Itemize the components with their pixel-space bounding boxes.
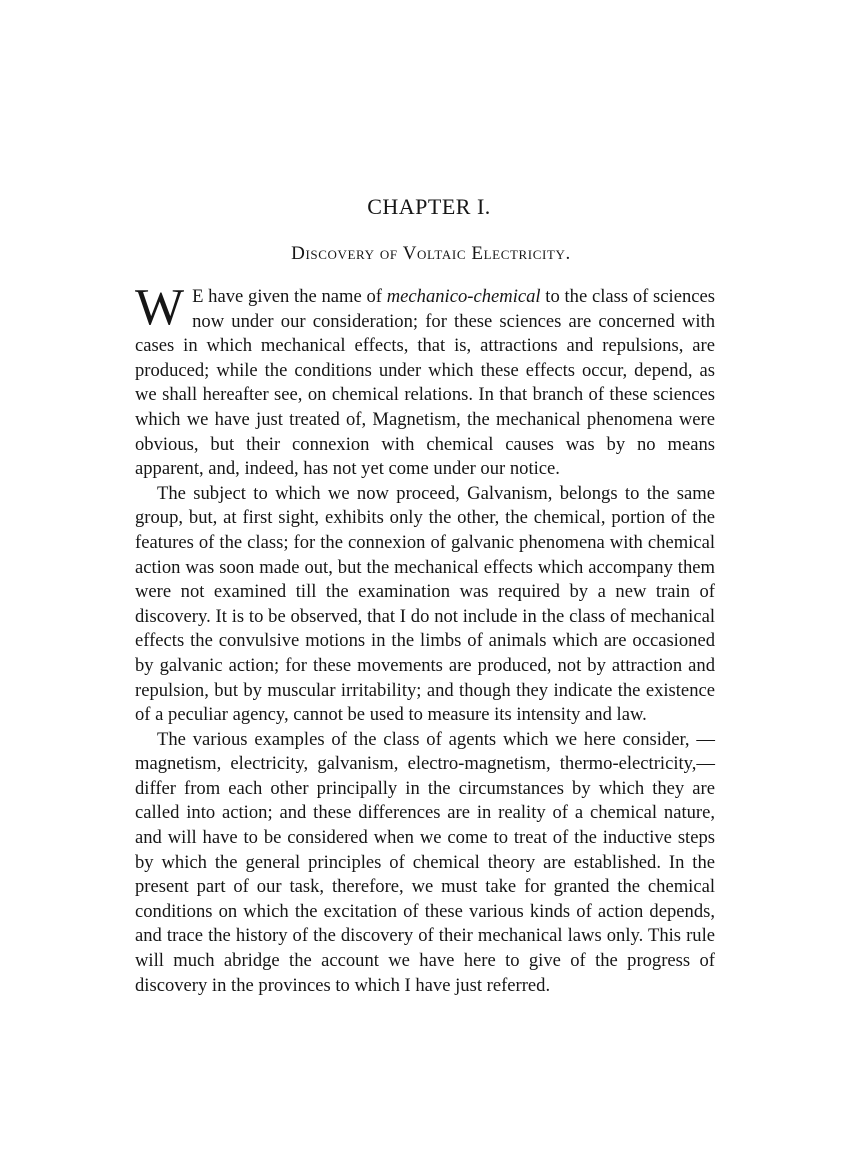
lead-letter: E (192, 286, 204, 307)
paragraph-1-text-start: have given the name of (203, 286, 387, 307)
section-heading: Discovery of Voltaic Electricity. (291, 243, 571, 264)
chapter-heading: CHAPTER I. (367, 194, 491, 219)
emphasized-term: mechanico-chemical (386, 286, 541, 307)
drop-cap-letter: W (135, 279, 185, 336)
paragraph-1 (135, 279, 715, 482)
paragraph-3: The various examples of the class of agents which we here consider, —magnetism, electricity, galvanism, electro-magnetism, thermo-electricity,—differ from each other principally in the circumstances by which they are called into action; and these differences are in reality of a chemical nature, and will have to be considered when we come to treat of the inductive steps by which the general principles of chemical theory are established. In the present part of our task, therefore, we must take for granted the chemical conditions on which the excitation of these various kinds of action depends, and trace the history of the discovery of their mechanical laws only. This rule will much abridge the account we have here to give of the progress of discovery in the provinces to which I have just referred. (135, 728, 715, 996)
paragraph-2: The subject to which we now proceed, Galvanism, belongs to the same group, but, at first sight, exhibits only the other, the chemical, portion of the features of the class; for the connexion of galvanic phenomena with chemical action was soon made out, but the mechanical effects which accompany them were not examined till the examination was required by a new train of discovery. It is to be observed, that I do not include in the class of mechanical effects the convulsive motions in the limbs of animals which are occasioned by galvanic action; for these movements are produced, not by attraction and repulsion, but by muscular irritability; and though they indicate the existence of a peculiar agency, cannot be used to measure its intensity and law. (135, 482, 715, 726)
paragraph-1-text-end: to the class of sciences now under our consideration; for these sciences are concerned with cases in which mechanical effects, that is, attractions and repulsions, are produced; while the conditions under which these effects occur, depend, as we shall hereafter see, on chemical relations. In that branch of these sciences which we have just treated of, Magnetism, the mechanical phenomena were obvious, but their connexion with chemical causes was by no means apparent, and, indeed, has not yet come under our notice. (135, 286, 715, 480)
chapter-body (135, 279, 715, 998)
